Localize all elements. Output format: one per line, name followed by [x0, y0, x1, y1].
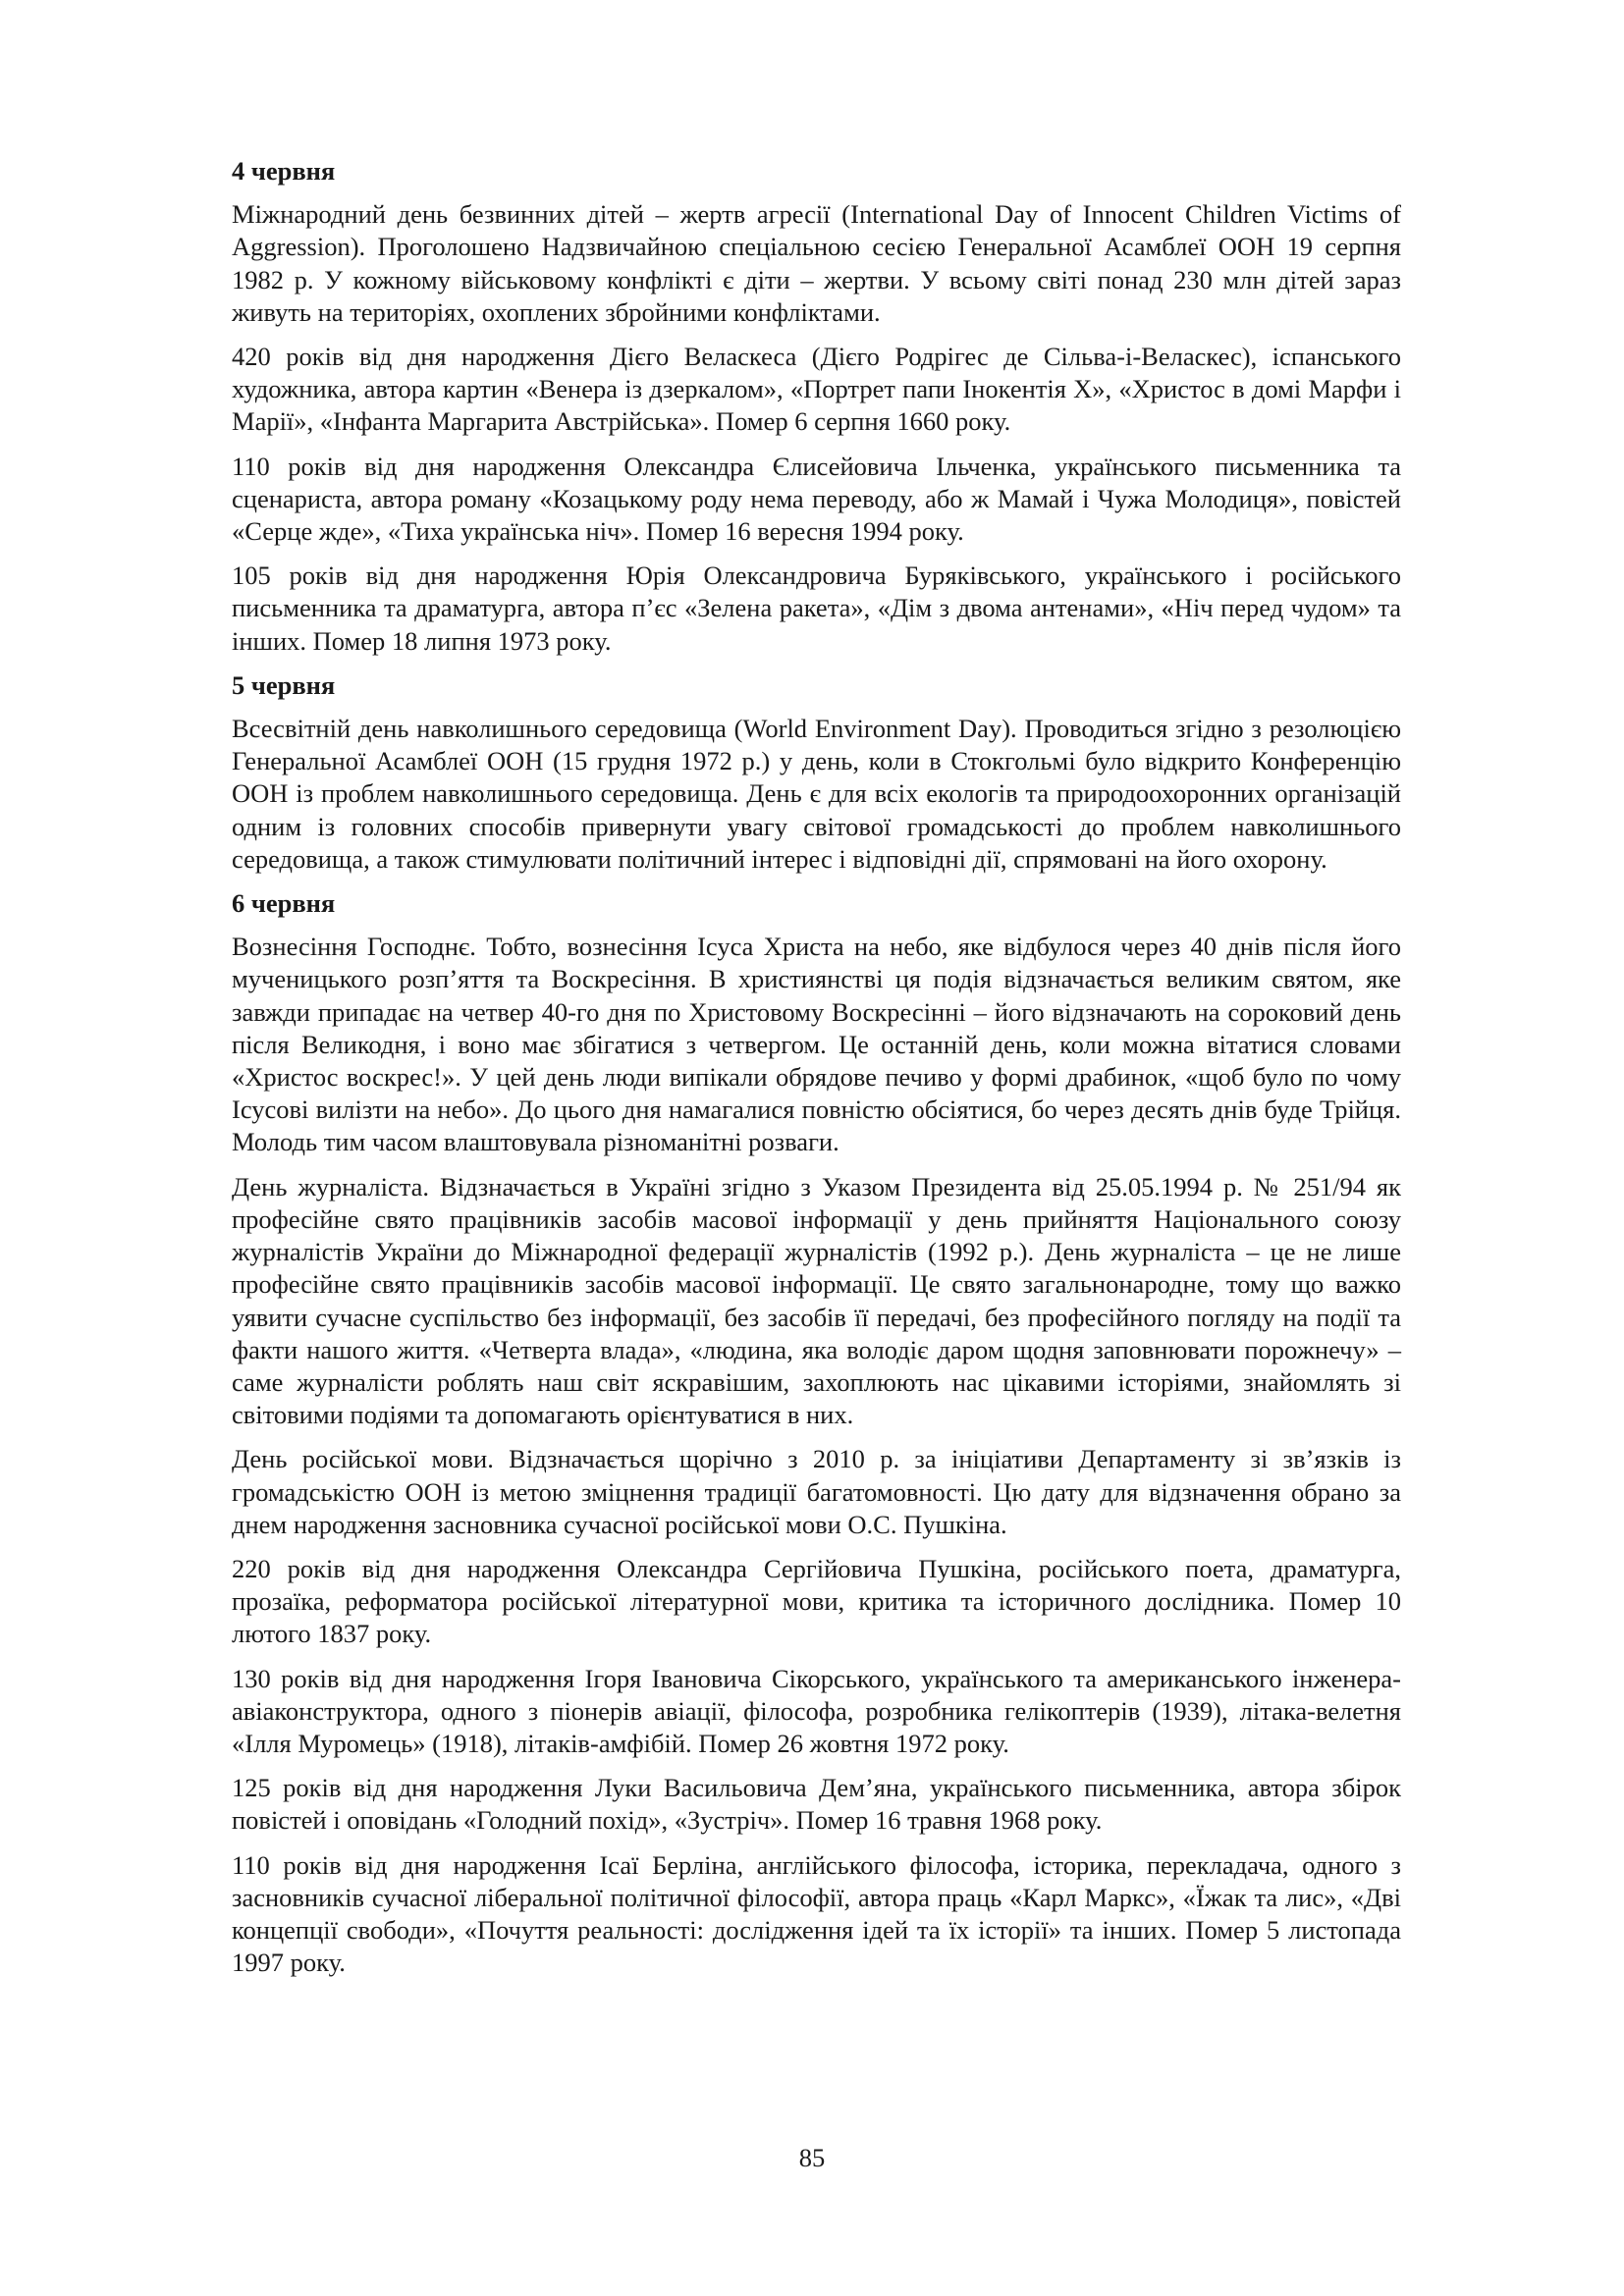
paragraph: День журналіста. Відзначається в Україні згідно з Указом Президента від 25.05.1994 р. № 251/94 як професійне свято працівників засобів масової інформації у день прийняття Національного союзу журналістів України до Міжнародної федерації журналістів (1992 р.). День журналіста – це не лише професійне свято працівників засобів масової інформації. Це свято загальнонародне, тому що важко уявити сучасне суспільство без інформації, без засобів її передачі, без професійного погляду на події та факти нашого життя. «Четверта влада», «людина, яка володіє даром щодня заповнювати порожнечу» – саме журналісти роблять наш світ яскравішим, захоплюють нас цікавими історіями, знайомлять зі світовими подіями та допомагають орієнтуватися в них. — [232, 1171, 1401, 1430]
paragraph: 105 років від дня народження Юрія Олександровича Буряківського, українського і російського письменника та драматурга, автора п’єс «Зелена ракета», «Дім з двома антенами», «Ніч перед чудом» та інших. Помер 18 липня 1973 року. — [232, 561, 1401, 656]
page-number: 85 — [798, 2143, 826, 2172]
paragraph: 130 років від дня народження Ігоря Івановича Сікорського, українського та американського інженера-авіаконструктора, одного з піонерів авіації, філософа, розробника гелікоптерів (1939), літака-велетня «Ілля Муромець» (1918), літаків-амфібій. Помер 26 жовтня 1972 року. — [232, 1663, 1401, 1758]
section-title: 6 червня — [232, 888, 336, 919]
paragraph: Вознесіння Господнє. Тобто, вознесіння Ісуса Христа на небо, яке відбулося через 40 днів після його мученицького розп’яття та Воскресіння. В християнстві ця подія відзначається великим святом, яке завжди припадає на четвер 40-го дня по Христовому Воскресінні – його відзначають на сороковий день після Великодня, і воно має збігатися з четвергом. Це останній день, коли можна вітатися словами «Христос воскрес!». У цей день люди випікали обрядове печиво у формі драбинок, «щоб було по чому Ісусові вилізти на небо». До цього дня намагалися повністю обсіятися, бо через десять днів буде Трійця. Молодь тим часом влаштовувала різноманітні розваги. — [232, 932, 1401, 1157]
paragraph: Всесвітній день навколишнього середовища (World Environment Day). Проводиться згідно з резолюцією Генеральної Асамблеї ООН (15 грудня 1972 р.) у день, коли в Стокгольмі було відкрито Конференцію ООН із проблем навколишнього середовища. День є для всіх екологів та природоохоронних організацій одним із головних способів привернути увагу світової громадськості до проблем навколишнього середовища, а також стимулювати політичний інтерес і відповідні дії, спрямовані на його охорону. — [232, 714, 1401, 874]
paragraph: День російської мови. Відзначається щорічно з 2010 р. за ініціативи Департаменту зі зв’язків із громадськістю ООН із метою зміцнення традиції багатомовності. Цю дату для відзначення обрано за днем народження засновника сучасної російської мови О.С. Пушкіна. — [232, 1444, 1401, 1539]
section-june-6 — [232, 887, 1401, 1979]
paragraph: 220 років від дня народження Олександра Сергійовича Пушкіна, російського поета, драматурга, прозаїка, реформатора російської літературної мови, критика та історичного дослідника. Помер 10 лютого 1837 року. — [232, 1553, 1401, 1649]
paragraph: Міжнародний день безвинних дітей – жертв агресії (International Day of Innocent Children Victims of Aggression). Проголошено Надзвичайною спеціальною сесією Генеральної Асамблеї ООН 19 серпня 1982 р. У кожному військовому конфлікті є діти – жертви. У всьому світі понад 230 млн дітей зараз живуть на територіях, охоплених збройними конфліктами. — [232, 199, 1401, 327]
document-page — [232, 155, 1401, 1991]
section-title: 4 червня — [232, 156, 336, 186]
paragraph: 420 років від дня народження Дієго Веласкеса (Дієго Родрігес де Сільва-і-Веласкес), іспанського художника, автора картин «Венера із дзеркалом», «Портрет папи Інокентія X», «Христос в домі Марфи і Марії», «Інфанта Маргарита Австрійська». Помер 6 серпня 1660 року. — [232, 342, 1401, 437]
section-june-4 — [232, 155, 1401, 658]
section-june-5 — [232, 669, 1401, 876]
paragraph: 125 років від дня народження Луки Васильовича Дем’яна, українського письменника, автора збірок повістей і оповідань «Голодний похід», «Зустріч». Помер 16 травня 1968 року. — [232, 1773, 1401, 1836]
paragraph: 110 років від дня народження Олександра Єлисейовича Ільченка, українського письменника та сценариста, автора роману «Козацькому роду нема переводу, або ж Мамай і Чужа Молодиця», повістей «Серце жде», «Тиха українська ніч». Помер 16 вересня 1994 року. — [232, 451, 1401, 547]
paragraph: 110 років від дня народження Ісаї Берліна, англійського філософа, історика, перекладача, одного з засновників сучасної ліберальної політичної філософії, автора праць «Карл Маркс», «Їжак та лис», «Дві концепції свободи», «Почуття реальності: дослідження ідей та їх історії» та інших. Помер 5 листопада 1997 року. — [232, 1849, 1401, 1978]
section-title: 5 червня — [232, 669, 336, 700]
